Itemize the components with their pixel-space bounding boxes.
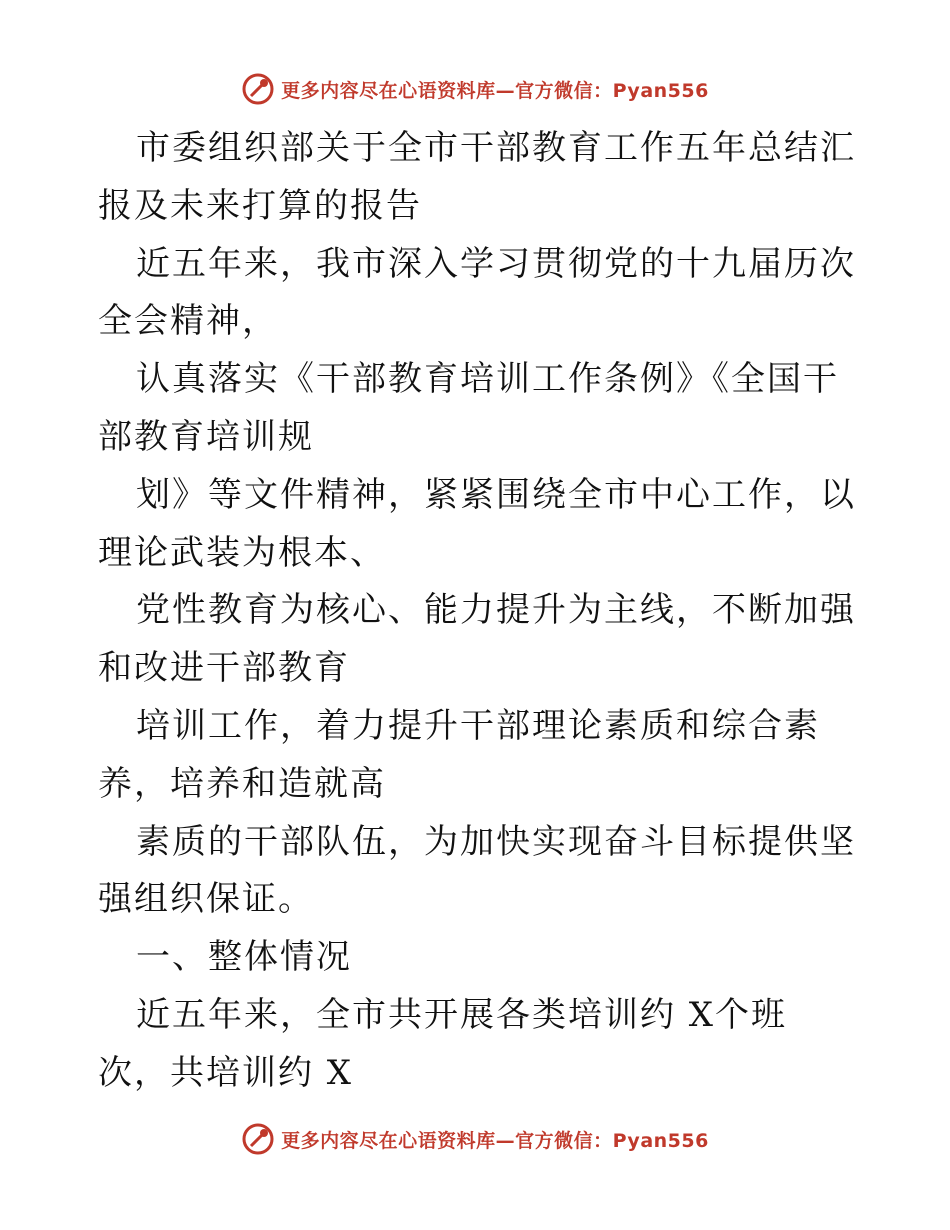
watermark-footer xyxy=(0,1122,950,1156)
paragraph: 划》等文件精神，紧紧围绕全市中心工作，以理论武装为根本、 xyxy=(98,474,856,573)
document-body xyxy=(98,120,858,1103)
paragraph: 近五年来，我市深入学习贯彻党的十九届历次全会精神， xyxy=(98,243,856,342)
watermark-header xyxy=(0,72,950,106)
brand-logo-icon xyxy=(241,1122,275,1156)
paragraph: 培训工作，着力提升干部理论素质和综合素养，培养和造就高 xyxy=(98,705,820,804)
watermark-text: 更多内容尽在心语资料库—官方微信：Pyan556 xyxy=(281,1129,709,1152)
brand-logo-icon xyxy=(241,72,275,106)
paragraph: 素质的干部队伍，为加快实现奋斗目标提供坚强组织保证。 xyxy=(98,821,856,920)
watermark-text: 更多内容尽在心语资料库—官方微信：Pyan556 xyxy=(281,79,709,102)
document-title: 市委组织部关于全市干部教育工作五年总结汇报及未来打算的报告 xyxy=(98,128,856,226)
section-heading: 一、整体情况 xyxy=(136,937,352,978)
paragraph: 党性教育为核心、能力提升为主线，不断加强和改进干部教育 xyxy=(98,590,856,689)
paragraph: 认真落实《干部教育培训工作条例》《全国干部教育培训规 xyxy=(98,359,839,457)
paragraph: 近五年来，全市共开展各类培训约 X个班次，共培训约 X xyxy=(98,994,788,1093)
